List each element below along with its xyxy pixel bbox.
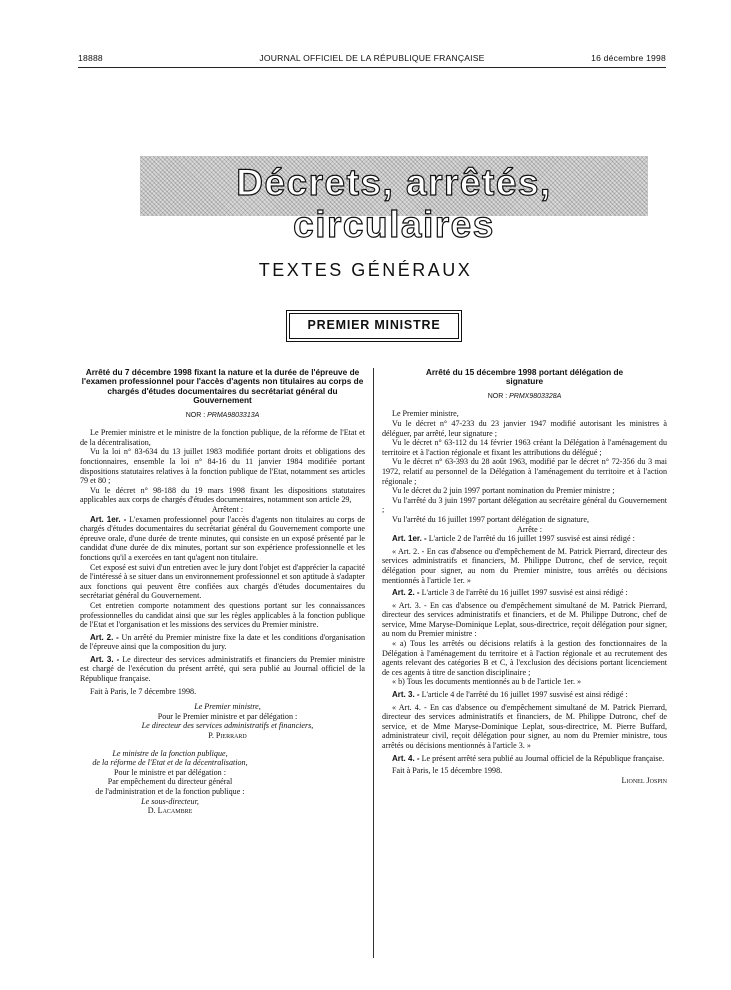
article-text: Un arrêté du Premier ministre fixe la date et les conditions d'organisation de l'épreuve ainsi que la composition du jury. xyxy=(80,632,365,652)
left-paragraph: Cet exposé est suivi d'un entretien avec le jury dont l'objet est d'apprécier la capacité de l'intéressé à se situer dans un environnement professionnel et son aptitude à s'adapter aux fonctions qui peuvent être confiées aux chargés d'études documentaires du secrétariat général du Gouvernement. xyxy=(80,562,365,601)
header-rule xyxy=(78,67,666,68)
left-article-1 xyxy=(80,515,365,563)
right-article-1 xyxy=(382,534,667,544)
article-label: Art. 4. - xyxy=(392,753,420,763)
page-number: 18888 xyxy=(78,53,103,63)
left-decree-title: Arrêté du 7 décembre 1998 fixant la nature et la durée de l'épreuve de l'examen professionnel pour l'accès d'agents non titulaires au corps de chargés d'études documentaires du secrétariat général du Gouvernement xyxy=(81,367,364,406)
article-label: Art. 2. - xyxy=(392,588,420,598)
right-article-3 xyxy=(382,690,667,700)
right-paragraph: Vu le décret n° 63-112 du 14 février 1963 créant la Délégation à l'aménagement du territoire et à l'action régionale et fixant les attributions du délégué ; xyxy=(382,438,667,457)
article-text: Le directeur des services administratifs et financiers du Premier ministre est chargé de l'exécution du présent arrêté, qui sera publié au Journal officiel de la République française. xyxy=(80,654,365,684)
right-quote: « Art. 3. - En cas d'absence ou d'empêchement simultané de M. Patrick Pierrard, directeur des services administratifs et financiers, et de M. Philippe Dutronc, chef de service, Mme Maryse-Dominique Leplat, sous-directrice, reçoit délégation pour signer, au nom du Premier ministre : xyxy=(382,600,667,639)
left-paragraph: Le Premier ministre et le ministre de la fonction publique, de la réforme de l'Etat et de la décentralisation, xyxy=(80,428,365,447)
article-label: Art. 3. - xyxy=(90,654,120,664)
right-fait: Fait à Paris, le 15 décembre 1998. xyxy=(392,766,503,776)
signature-line: de la réforme de l'Etat et de la décentralisation, xyxy=(92,758,248,768)
left-column xyxy=(80,368,365,816)
left-paragraph: Vu le décret n° 98-188 du 19 mars 1998 fixant les dispositions statutaires applicables aux corps de chargés d'études documentaires, notamment son article 29, xyxy=(80,485,365,505)
right-quote: « a) Tous les arrêtés ou décisions relatifs à la gestion des fonctionnaires de la Délégation à l'aménagement du territoire et à l'action régionale et au recrutement des agents relevant des catégories B et C, à l'exclusion des décisions portant licenciement de ces agents à titre de sanction disciplinaire ; xyxy=(382,639,667,677)
column-divider xyxy=(373,368,374,958)
article-label: Art. 2. - xyxy=(90,632,119,642)
right-paragraph: Vu le décret n° 47-233 du 23 janvier 1947 modifié autorisant les ministres à déléguer, par arrêté, leur signature ; xyxy=(382,419,667,438)
left-nor-label: NOR : xyxy=(185,411,206,419)
right-paragraph: Vu l'arrêté du 3 juin 1997 portant délégation au secrétaire général du Gouvernement ; xyxy=(382,495,667,515)
left-fait: Fait à Paris, le 7 décembre 1998. xyxy=(90,686,197,696)
left-nor xyxy=(80,411,365,421)
left-article-3 xyxy=(80,655,365,684)
right-arrete: Arrête : xyxy=(517,524,542,534)
signature-line: Par empêchement du directeur général xyxy=(107,777,233,787)
signature-line: Le sous-directeur, xyxy=(141,796,199,806)
section-title: TEXTES GÉNÉRAUX xyxy=(258,260,473,280)
article-label: Art. 1er. - xyxy=(392,534,427,544)
right-paragraph: Vu l'arrêté du 16 juillet 1997 portant délégation de signature, xyxy=(392,514,589,524)
article-label: Art. 3. - xyxy=(392,690,420,700)
signature-name: D. Lacambre xyxy=(147,806,193,816)
signature-line: de l'administration et de la fonction publique : xyxy=(95,787,245,796)
article-text: L'article 3 de l'arrêté du 16 juillet 1997 susvisé est ainsi rédigé : xyxy=(421,588,628,598)
article-text: L'examen professionnel pour l'accès d'agents non titulaires au corps de chargés d'études documentaires du secrétariat général du Gouvernement comporte une épreuve orale, d'une durée de trente minutes, qui consiste en un exposé présenté par le candidat d'une durée de dix minutes, portant sur son expérience professionnelle et les fonctions qu'il a exercées en tant qu'agent non titulaire. xyxy=(80,514,365,562)
right-column xyxy=(382,368,667,785)
signature-line: Le directeur des services administratifs et financiers, xyxy=(141,721,314,731)
right-paragraph: Vu le décret du 2 juin 1997 portant nomination du Premier ministre ; xyxy=(392,486,615,496)
right-quote: « Art. 4. - En cas d'absence ou d'empêchement simultané de M. Patrick Pierrard, directeur des services administratifs et financiers, de M. Philippe Dutronc, chef de service, et de Mme Maryse-Dominique Leplat, sous-directrice, M. Pierre Buffard, administrateur civil, reçoit délégation pour signer, au nom du Premier ministre, tous arrêtés ou décisions mentionnés à l'article 3. » xyxy=(382,702,667,750)
right-quote: « b) Tous les documents mentionnés au b de l'article 1er. » xyxy=(392,677,582,687)
article-text: L'article 4 de l'arrêté du 16 juillet 1997 susvisé est ainsi rédigé : xyxy=(421,690,628,700)
signature-line: Pour le ministre et par délégation : xyxy=(114,767,226,777)
right-decree-title: Arrêté du 15 décembre 1998 portant délégation de signature xyxy=(425,367,624,387)
article-label: Art. 1er. - xyxy=(90,514,127,524)
left-nor-code: PRMA9803313A xyxy=(207,411,260,419)
signature-line: Le Premier ministre, xyxy=(194,702,261,712)
issue-date: 16 décembre 1998 xyxy=(591,53,666,63)
signature-line: Pour le Premier ministre et par délégation : xyxy=(157,711,298,721)
left-arretent: Arrêtent : xyxy=(211,504,244,514)
banner-title: Décrets, arrêtés, circulaires xyxy=(236,162,552,245)
right-nor-label: NOR : xyxy=(487,392,508,400)
right-paragraph: Le Premier ministre, xyxy=(392,409,459,419)
right-paragraph: Vu le décret n° 63-393 du 28 août 1963, modifié par le décret n° 72-356 du 3 mai 1972, relatif au personnel de la Délégation à l'aménagement du territoire et à l'action régionale ; xyxy=(382,457,667,486)
right-article-2 xyxy=(382,588,667,598)
signature-line: Le ministre de la fonction publique, xyxy=(112,748,228,758)
signature-name: Lionel Jospin xyxy=(621,775,667,785)
ministry-label: PREMIER MINISTRE xyxy=(307,318,441,332)
right-article-4 xyxy=(382,754,667,764)
running-header xyxy=(78,53,666,63)
signature-name: P. Pierrard xyxy=(208,731,247,741)
article-text: Le présent arrêté sera publié au Journal officiel de la République française. xyxy=(421,753,665,763)
journal-title: JOURNAL OFFICIEL DE LA RÉPUBLIQUE FRANÇAISE xyxy=(259,53,485,63)
left-paragraph: Cet entretien comporte notamment des questions portant sur les connaissances professionnelles du candidat ainsi que sur les règles applicables à la fonction publique de l'Etat et l'organisation et les missions des services du Premier ministre. xyxy=(80,600,365,630)
right-nor xyxy=(382,392,667,402)
right-quote: « Art. 2. - En cas d'absence ou d'empêchement de M. Patrick Pierrard, directeur des services administratifs et financiers, M. Philippe Dutronc, chef de service, reçoit délégation pour signer, au nom du Premier ministre, tous arrêtés ou décisions mentionnés à l'article 1er. » xyxy=(382,546,667,585)
article-text: L'article 2 de l'arrêté du 16 juillet 1997 susvisé est ainsi rédigé : xyxy=(428,534,635,544)
right-nor-code: PRMX9803328A xyxy=(509,392,562,400)
left-article-2 xyxy=(80,633,365,652)
left-paragraph: Vu la loi n° 83-634 du 13 juillet 1983 modifiée portant droits et obligations des fonctionnaires, ensemble la loi n° 84-16 du 11 janvier 1984 modifiée portant dispositions statutaires relatives à la fonction publique de l'Etat, notamment ses articles 79 et 80 ; xyxy=(80,447,365,486)
